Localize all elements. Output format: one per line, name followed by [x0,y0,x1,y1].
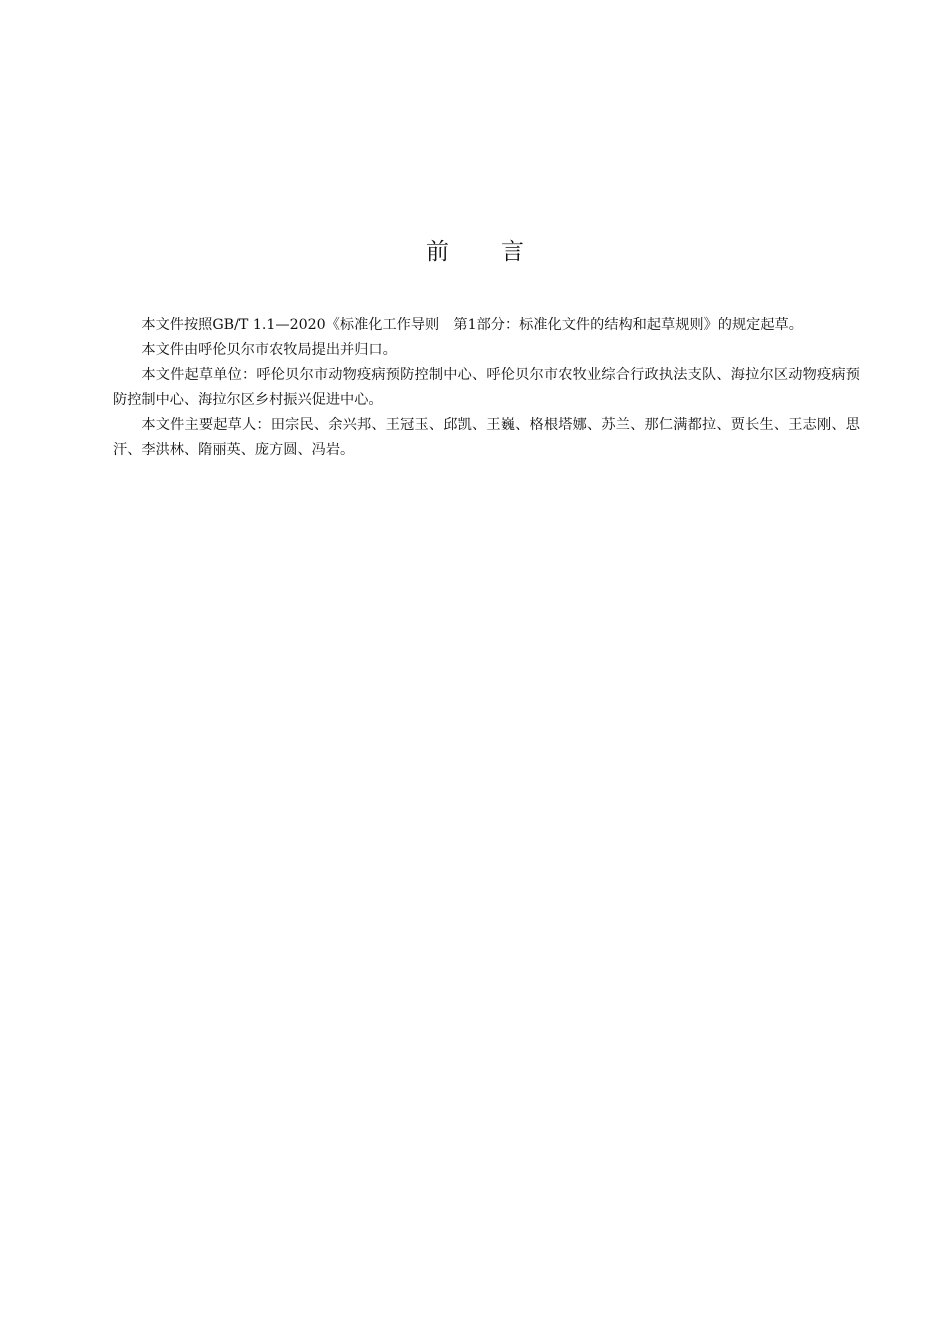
paragraph-drafters: 本文件主要起草人：田宗民、余兴邦、王冠玉、邱凯、王巍、格根塔娜、苏兰、那仁满都拉、贾长生、王志刚、思汗、李洪林、隋丽英、庞方圆、冯岩。 [113,417,860,458]
title-char-2: 言 [501,239,524,265]
title-char-1: 前 [426,239,449,265]
page-title [0,232,950,272]
foreword-body [113,313,860,463]
paragraph-proposer: 本文件由呼伦贝尔市农牧局提出并归口。 [141,342,397,358]
paragraph-drafting-units: 本文件起草单位：呼伦贝尔市动物疫病预防控制中心、呼伦贝尔市农牧业综合行政执法支队、海拉尔区动物疫病预防控制中心、海拉尔区乡村振兴促进中心。 [113,367,860,408]
paragraph-standard-basis: 本文件按照GB/T 1.1—2020《标准化工作导则 第1部分：标准化文件的结构和起草规则》的规定起草。 [141,317,803,333]
